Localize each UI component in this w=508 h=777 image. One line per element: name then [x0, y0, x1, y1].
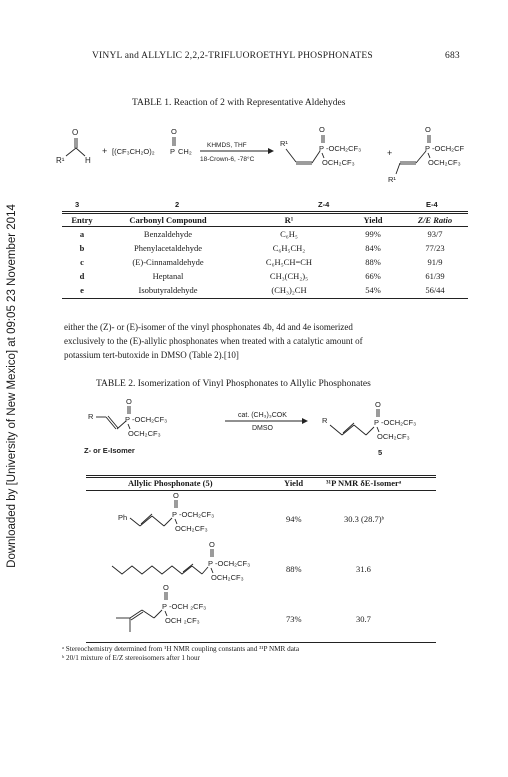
table1-top-rule	[62, 211, 468, 212]
plus-sign: +	[102, 146, 108, 156]
cell-compound: Phenylacetaldehyde	[134, 242, 202, 253]
start-isomer-label: Z- or E-Isomer	[84, 446, 135, 455]
cell-yield: 84%	[365, 242, 381, 253]
header-r1: R¹	[284, 215, 294, 226]
e4-r1: R¹	[388, 175, 396, 184]
cell-ratio: 77/23	[425, 242, 445, 253]
table2-footnotes	[62, 645, 462, 663]
table-row	[62, 283, 468, 297]
product-phosphorus: P	[374, 418, 380, 427]
z4-oxygen: O	[319, 125, 325, 134]
table-row	[62, 269, 468, 283]
start-ester-bottom: OCH₂CF₃	[128, 429, 161, 438]
running-title: VINYL and ALLYLIC 2,2,2-TRIFLUOROETHYL PHOSPHONATES	[92, 51, 373, 61]
header-nmr: ³¹P NMR δE-Isomerᵃ	[326, 478, 402, 488]
paragraph-line: exclusively to the (E)-allylic phosphonates when treated with a catalytic amount of	[64, 336, 363, 346]
row2-oxygen: O	[209, 540, 215, 549]
paragraph-line: either the (Z)- or (E)-isomer of the vinyl phosphonates 4b, 4d and 4e isomerized	[64, 322, 353, 332]
table1-scheme	[50, 118, 470, 188]
aldehyde-r1: R¹	[56, 156, 65, 165]
table1	[62, 214, 468, 297]
reagent-2: [(CF₃CH₂O)₂	[112, 147, 155, 156]
product-label: 5	[378, 448, 383, 457]
row2-ester-bottom: OCH₂CF₃	[211, 573, 244, 582]
footnote-b: ᵇ 20/1 mixture of E/Z stereoisomers after 1 hour	[62, 654, 200, 662]
table2-top-rule	[86, 475, 436, 476]
cell-yield: 88%	[365, 256, 381, 267]
row3-yield: 73%	[286, 614, 302, 624]
row1-ph: Ph	[118, 513, 128, 522]
label-e4: E-4	[426, 200, 438, 209]
label-z4: Z-4	[318, 200, 330, 209]
e4-oxygen: O	[425, 125, 431, 134]
cell-ratio: 56/44	[425, 284, 445, 295]
row3-ester-bottom: OCH ₂CF₃	[165, 616, 200, 625]
cell-compound: Heptanal	[152, 270, 184, 281]
start-oxygen: O	[126, 397, 132, 406]
header-yield: Yield	[363, 215, 383, 226]
table2-values	[86, 492, 436, 642]
header-carbonyl: Carbonyl Compound	[129, 215, 207, 226]
conditions-bottom: 18-Crown-6, -78°C	[200, 156, 255, 163]
cell-entry: c	[80, 256, 84, 267]
product-oxygen: O	[375, 400, 381, 409]
cell-ratio: 93/7	[427, 228, 443, 239]
table-row	[62, 227, 468, 241]
row1-ester-top: -OCH₂CF₃	[179, 510, 215, 519]
table1-header-row	[62, 214, 468, 227]
reagent-ch2: CH₂	[178, 147, 192, 156]
row1-ester-bottom: OCH₂CF₃	[175, 524, 208, 533]
cell-entry: e	[80, 284, 84, 295]
start-ester-top: -OCH₂CF₃	[132, 415, 168, 424]
table-row	[62, 255, 468, 269]
table2-header-row	[86, 478, 436, 490]
row2-phosphorus: P	[208, 559, 214, 568]
header-ratio: Z/E Ratio	[417, 215, 453, 226]
z4-phosphorus: P	[319, 144, 325, 153]
row3-ester-top: -OCH ₂CF₃	[169, 602, 207, 611]
aldehyde-oxygen: O	[72, 128, 79, 137]
cell-yield: 66%	[365, 270, 381, 281]
cell-ratio: 91/9	[427, 256, 443, 267]
header-entry: Entry	[71, 215, 93, 226]
product-ester-bottom: OCH₂CF₃	[377, 432, 410, 441]
t2-conditions-top: cat. (CH₃)₃COK	[238, 412, 287, 419]
z4-r1: R¹	[280, 139, 288, 148]
z4-ester-bottom: OCH₂CF₃	[322, 158, 355, 167]
t2-conditions-bottom: DMSO	[252, 425, 273, 432]
table1-bottom-rule	[62, 298, 468, 299]
table1-caption: TABLE 1. Reaction of 2 with Representative Aldehydes	[132, 98, 346, 108]
row1-phosphorus: P	[172, 510, 178, 519]
cell-entry: b	[79, 242, 85, 253]
e4-ester-bottom: OCH₂CF₃	[428, 158, 461, 167]
body-paragraph	[64, 320, 464, 362]
row1-yield: 94%	[286, 514, 302, 524]
cell-compound: Isobutyraldehyde	[138, 284, 198, 295]
cell-yield: 99%	[365, 228, 381, 239]
row2-nmr: 31.6	[356, 564, 371, 574]
cell-r1: CH₃(CH₂)₅	[269, 270, 309, 281]
footnote-a: ᵃ Stereochemistry determined from ¹H NMR coupling constants and ³¹P NMR data	[62, 645, 300, 653]
cell-compound: Benzaldehyde	[143, 228, 193, 239]
table-row	[62, 241, 468, 255]
reagent-phosphorus: P	[170, 147, 176, 156]
table2-header-rule	[86, 490, 436, 491]
row3-phosphorus: P	[162, 602, 168, 611]
paragraph-line: potassium tert-butoxide in DMSO (Table 2).[10]	[64, 350, 239, 360]
plus-sign-2: +	[387, 148, 393, 158]
conditions-top: KHMDS, THF	[207, 142, 247, 149]
start-r: R	[88, 412, 94, 421]
e4-ester-top: -OCH₂CF	[432, 144, 465, 153]
cell-r1: (CH₃)₂CH	[271, 284, 307, 295]
table2-bottom-rule	[86, 642, 436, 643]
row1-oxygen: O	[173, 492, 179, 500]
product-ester-top: -OCH₂CF₃	[381, 418, 417, 427]
cell-ratio: 61/39	[425, 270, 445, 281]
row2-ester-top: -OCH₂CF₃	[215, 559, 251, 568]
z4-ester-top: -OCH₂CF₃	[326, 144, 362, 153]
cell-compound: (E)-Cinnamaldehyde	[132, 256, 204, 267]
cell-yield: 54%	[365, 284, 381, 295]
page-number: 683	[445, 51, 460, 61]
product-r: R	[322, 416, 328, 425]
table2-caption: TABLE 2. Isomerization of Vinyl Phosphonates to Allylic Phosphonates	[96, 379, 371, 389]
table2-scheme	[80, 395, 460, 467]
aldehyde-h: H	[85, 156, 91, 165]
row1-nmr: 30.3 (28.7)ᵇ	[344, 514, 385, 524]
row3-nmr: 30.7	[356, 614, 371, 624]
label-3: 3	[75, 200, 80, 209]
cell-entry: a	[79, 228, 85, 239]
row2-yield: 88%	[286, 564, 302, 574]
download-watermark: Downloaded by [University of New Mexico] at 09:05 23 November 2014	[6, 204, 18, 568]
label-2: 2	[175, 200, 180, 209]
cell-r1: C₆H₅CH=CH	[265, 256, 313, 267]
cell-r1: C₆H₅CH₂	[272, 242, 306, 253]
cell-entry: d	[79, 270, 85, 281]
header-yield-2: Yield	[284, 478, 304, 488]
cell-r1: C₆H₅	[280, 228, 298, 239]
start-phosphorus: P	[125, 415, 131, 424]
reagent-oxygen: O	[171, 127, 177, 136]
header-allylic: Allylic Phosphonate (5)	[128, 478, 213, 488]
e4-phosphorus: P	[425, 144, 431, 153]
row3-oxygen: O	[163, 583, 169, 592]
